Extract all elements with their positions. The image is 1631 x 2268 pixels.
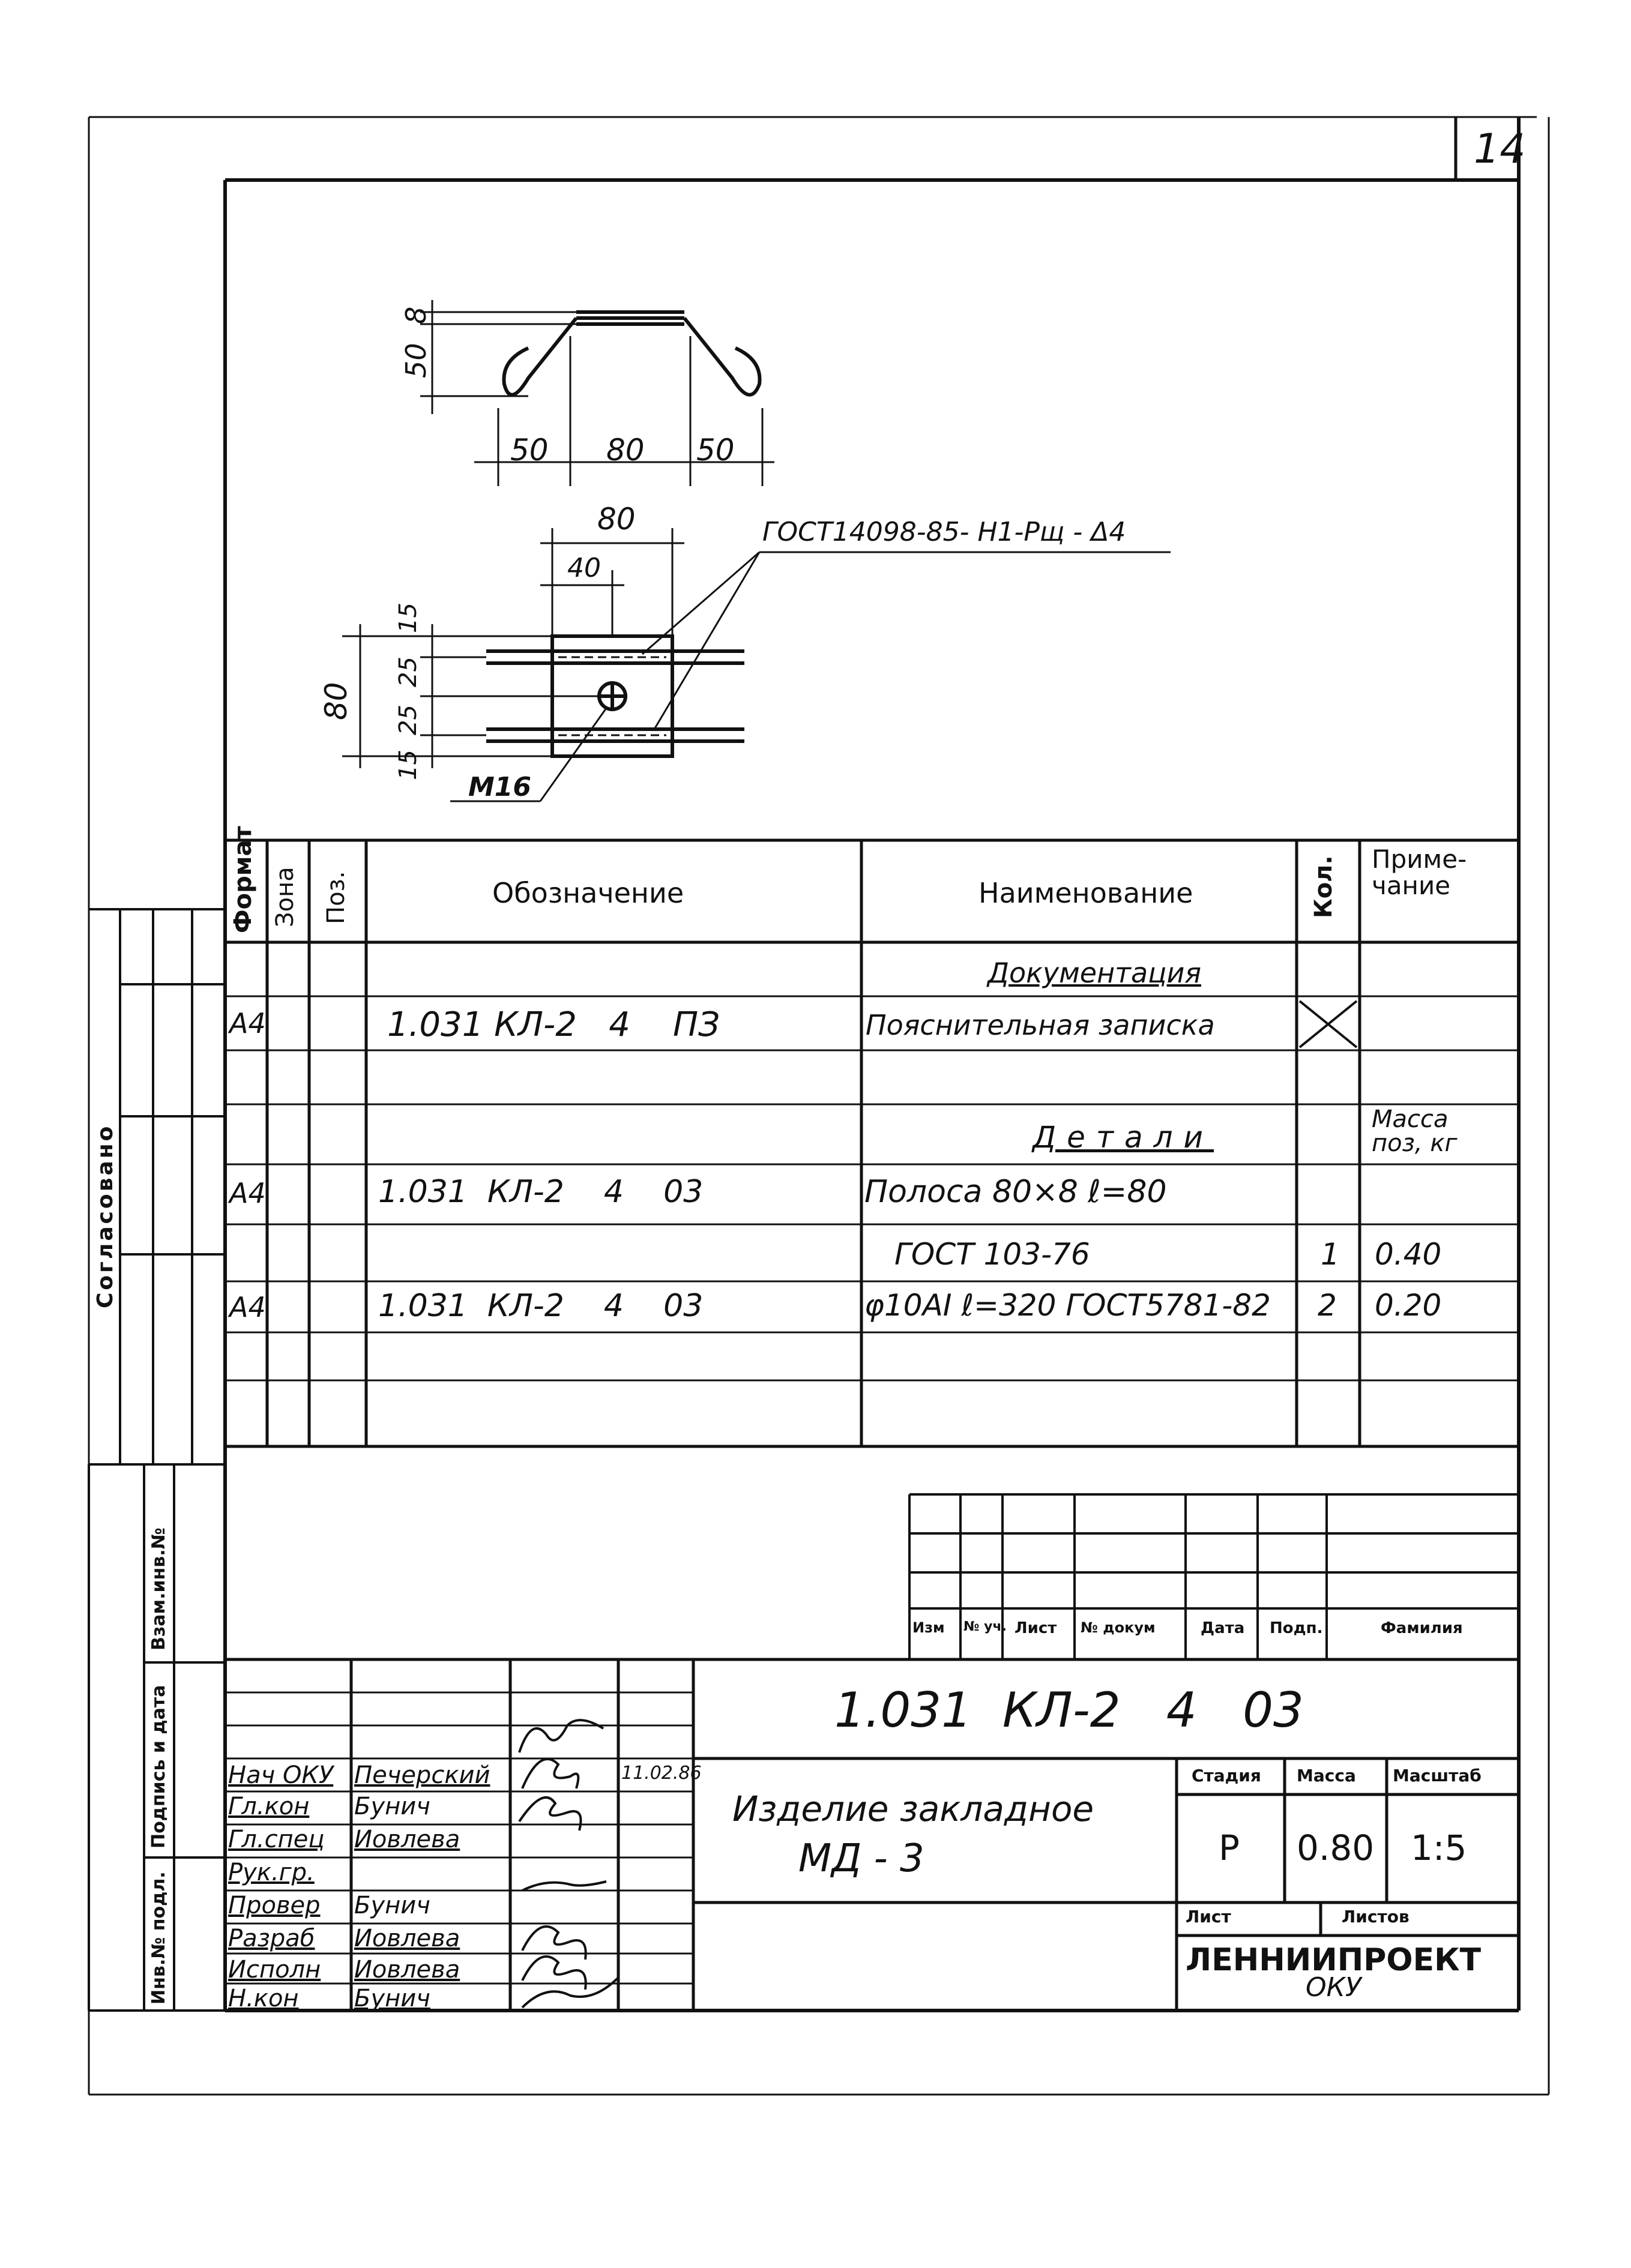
change-col-list: Лист (1014, 1619, 1057, 1637)
signature-scribbles (519, 1720, 618, 2008)
person-role-3: Рук.гр. (228, 1859, 315, 1886)
org-name: ЛЕННИИПРОЕКТ (1186, 1942, 1482, 1978)
row-6-format: А4 (229, 1291, 266, 1323)
dim-plan-v2: 25 (394, 657, 422, 687)
dim-side-height: 50 (400, 343, 432, 378)
col-pos-header: Поз. (322, 871, 350, 924)
dim-side-thickness: 8 (400, 306, 432, 324)
person-name-1: Бунич (354, 1793, 430, 1820)
col-format-header: Формат (229, 826, 257, 933)
person-role-0: Нач ОКУ (228, 1761, 334, 1789)
change-col-date: Дата (1201, 1619, 1245, 1637)
dim-plan-half: 40 (567, 553, 601, 583)
spec-table-grid (225, 840, 1519, 1446)
signature-date-label: Подпись и дата (148, 1685, 169, 1848)
section-details: Детали (1033, 1120, 1214, 1155)
person-role-7: Н.кон (228, 1985, 299, 2012)
row-6-name: φ10AI ℓ=320 ГОСТ5781-82 (864, 1288, 1271, 1323)
col-note-header: Приме- чание (1372, 844, 1467, 901)
person-role-4: Провер (228, 1892, 321, 1919)
section-documentation: Документация (987, 957, 1202, 989)
row-4-name: Полоса 80×8 ℓ=80 (864, 1174, 1167, 1210)
dim-plan-width: 80 (597, 502, 636, 537)
row-5-qty: 1 (1321, 1237, 1340, 1272)
col-designation-header: Обозначение (492, 877, 684, 909)
scale-label: Масштаб (1393, 1766, 1482, 1785)
col-zone-header: Зона (271, 867, 299, 927)
weld-note: ГОСТ14098-85- Н1-Рщ - Δ4 (762, 517, 1126, 547)
person-name-7: Бунич (354, 1985, 430, 2012)
dim-plan-v4: 15 (394, 750, 422, 780)
title-line-1: Изделие закладное (732, 1788, 1094, 1829)
person-role-2: Гл.спец (228, 1826, 325, 1853)
row-4-designation: 1.031 КЛ-2 4 03 (378, 1174, 704, 1210)
change-col-surname: Фамилия (1381, 1619, 1463, 1637)
dim-plan-v1: 15 (394, 603, 422, 633)
dim-side-right: 50 (696, 433, 735, 468)
sheet-label: Лист (1186, 1907, 1231, 1927)
qty-cross-mark (1300, 1001, 1357, 1047)
stage-value: Р (1219, 1827, 1240, 1868)
col-name-header: Наименование (978, 877, 1193, 909)
row-1-format: А4 (229, 1007, 266, 1039)
person-role-5: Разраб (228, 1925, 315, 1952)
inv-orig-label: Инв.№ подл. (148, 1871, 169, 2005)
mass-value: 0.80 (1297, 1827, 1375, 1868)
change-col-uch: № уч. (963, 1619, 1007, 1634)
dim-side-mid: 80 (606, 433, 645, 468)
person-role-6: Исполн (228, 1956, 321, 1984)
person-name-6: Иовлева (354, 1956, 460, 1984)
doc-code: 1.031 КЛ-2 4 03 (834, 1682, 1304, 1738)
swap-inv-label: Взам.инв.№ (148, 1527, 169, 1650)
person-name-2: Иовлева (354, 1826, 460, 1853)
org-sub: ОКУ (1306, 1972, 1361, 2003)
dim-side-left: 50 (510, 433, 549, 468)
row-5-note: 0.40 (1375, 1237, 1442, 1272)
agreed-label: Согласовано (93, 1123, 118, 1308)
mass-label: Масса (1297, 1766, 1356, 1785)
bolt-label: М16 (468, 772, 532, 802)
change-col-doc: № докум (1081, 1619, 1156, 1636)
row-6-qty: 2 (1318, 1288, 1337, 1323)
plan-view-dims (342, 528, 1171, 801)
row-3-note: Масса поз, кг (1372, 1105, 1458, 1157)
person-name-5: Иовлева (354, 1925, 460, 1952)
person-name-4: Бунич (354, 1892, 430, 1919)
sheets-label: Листов (1342, 1907, 1409, 1927)
row-1-designation: 1.031 КЛ-2 4 ПЗ (387, 1005, 720, 1044)
row-6-designation: 1.031 КЛ-2 4 03 (378, 1288, 704, 1324)
col-qty-header: Кол. (1310, 855, 1337, 918)
sheet-number: 14 (1474, 125, 1526, 173)
stage-label: Стадия (1192, 1766, 1261, 1785)
row-5-name: ГОСТ 103-76 (894, 1237, 1090, 1272)
dim-plan-height: 80 (319, 682, 354, 720)
row-1-name: Пояснительная записка (866, 1009, 1215, 1041)
dim-plan-v3: 25 (394, 705, 422, 735)
row-4-format: А4 (229, 1177, 266, 1209)
scale-value: 1:5 (1411, 1827, 1467, 1868)
sign-date: 11.02.86 (621, 1763, 702, 1784)
row-6-note: 0.20 (1375, 1288, 1442, 1323)
person-role-1: Гл.кон (228, 1793, 310, 1820)
person-name-0: Печерский (354, 1761, 490, 1789)
title-line-2: МД - 3 (798, 1836, 924, 1881)
change-col-izm: Изм (912, 1619, 945, 1636)
change-col-sign: Подп. (1270, 1619, 1323, 1637)
